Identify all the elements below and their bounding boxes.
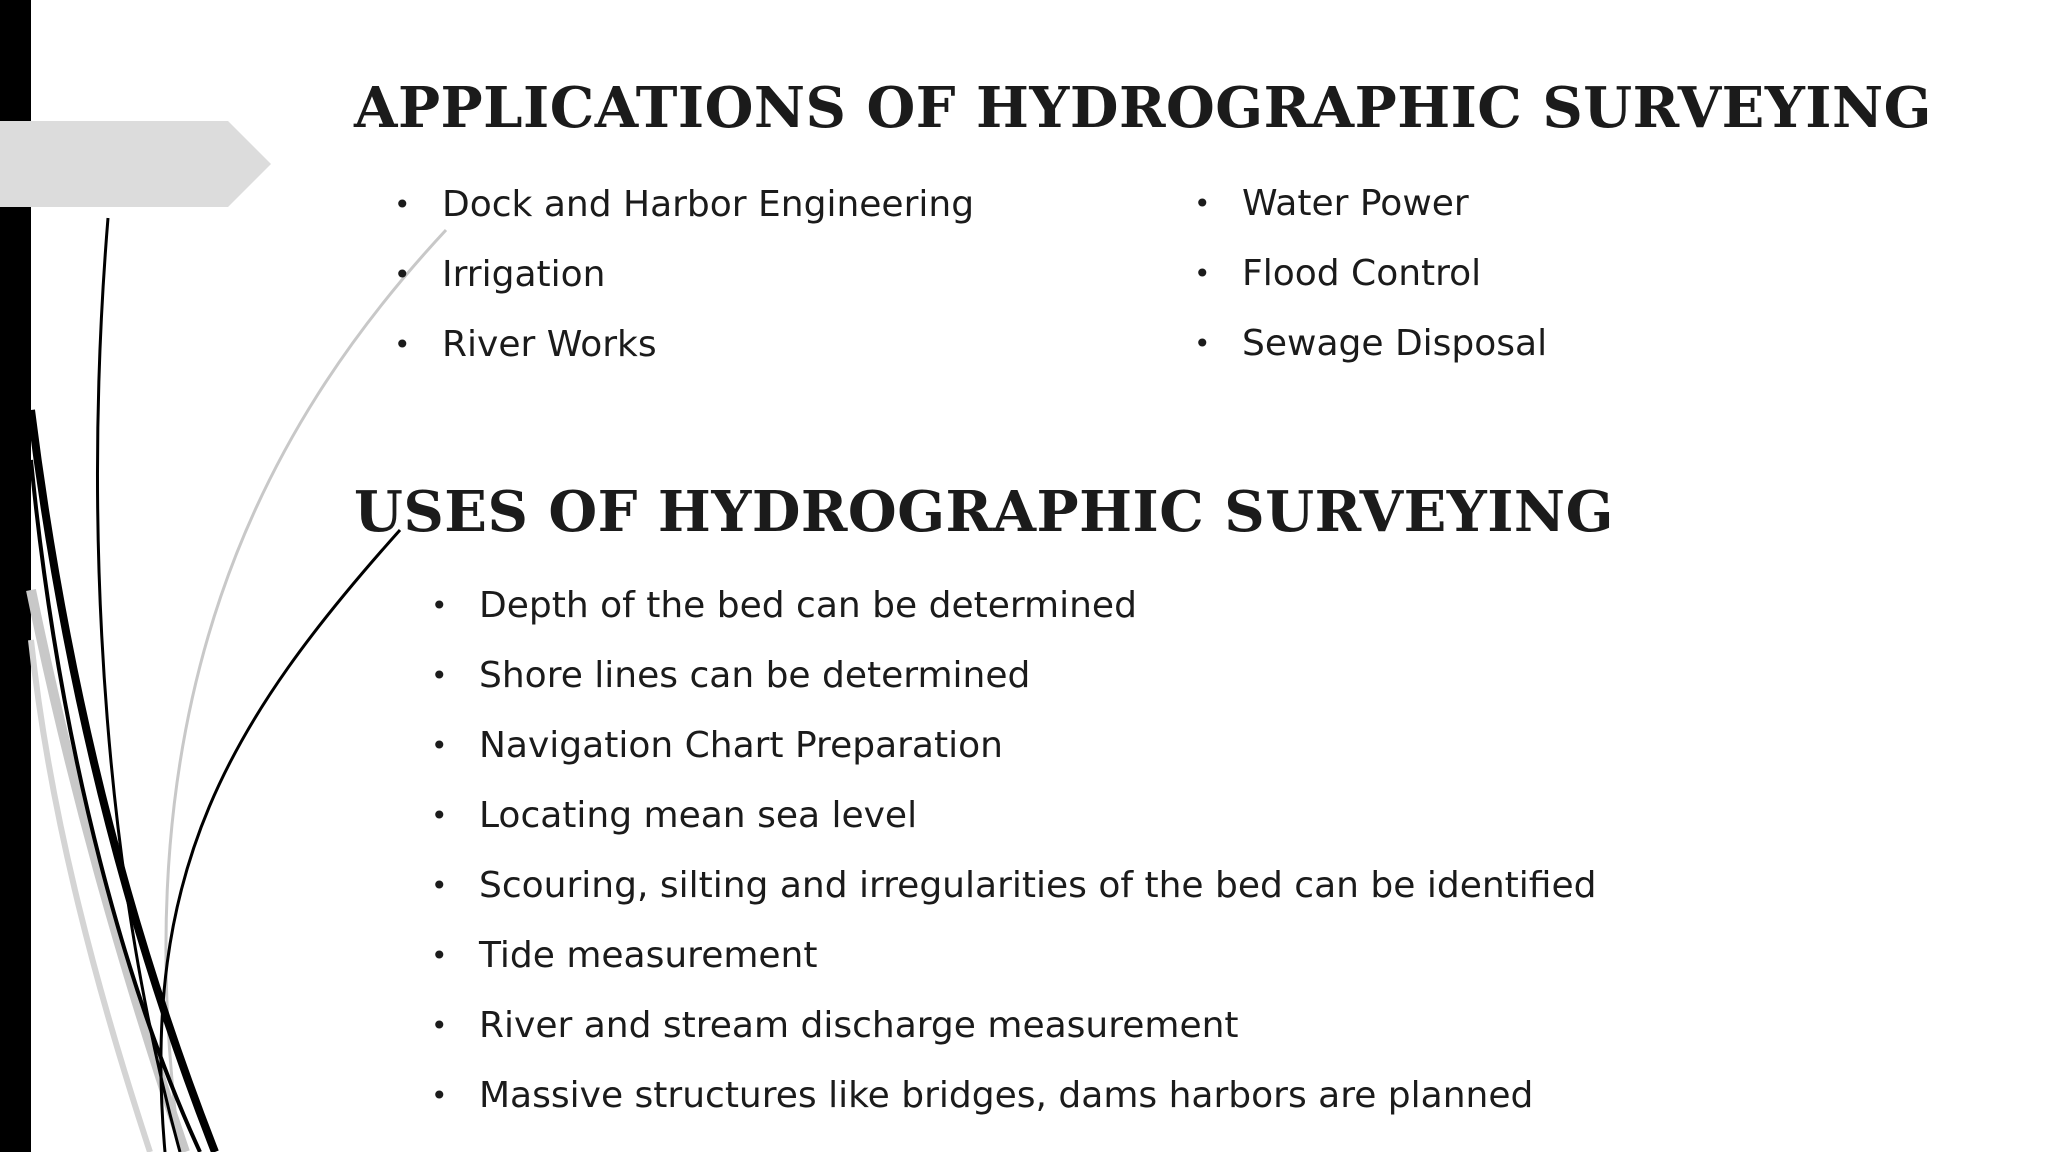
curve-dark-4 bbox=[161, 530, 400, 1152]
curve-light-3 bbox=[31, 640, 150, 1152]
list-item: • Navigation Chart Preparation bbox=[479, 711, 1596, 781]
list-item: • Dock and Harbor Engineering bbox=[442, 170, 974, 240]
bullet-icon: • bbox=[431, 939, 448, 972]
bullet-icon: • bbox=[394, 328, 411, 361]
curve-light-2 bbox=[31, 590, 185, 1152]
list-item: • Sewage Disposal bbox=[1242, 309, 1547, 379]
list-item: • River and stream discharge measurement bbox=[479, 991, 1596, 1061]
list-item: • Flood Control bbox=[1242, 239, 1547, 309]
bullet-icon: • bbox=[394, 258, 411, 291]
applications-list-left bbox=[394, 170, 975, 380]
bullet-icon: • bbox=[431, 869, 448, 902]
list-item: • Irrigation bbox=[442, 240, 974, 310]
list-item: • Water Power bbox=[1242, 169, 1547, 239]
bullet-icon: • bbox=[1194, 327, 1211, 360]
applications-list-right bbox=[1194, 169, 1548, 379]
list-item: • Shore lines can be determined bbox=[479, 641, 1596, 711]
list-item: • River Works bbox=[442, 310, 974, 380]
arrow-tab-shape bbox=[0, 121, 271, 207]
curve-dark-2 bbox=[31, 410, 215, 1152]
list-item: • Massive structures like bridges, dams harbors are planned bbox=[479, 1061, 1596, 1131]
bullet-icon: • bbox=[431, 799, 448, 832]
bullet-icon: • bbox=[431, 1079, 448, 1112]
bullet-icon: • bbox=[1194, 257, 1211, 290]
list-item: • Depth of the bed can be determined bbox=[479, 571, 1596, 641]
curve-dark-3 bbox=[31, 460, 200, 1152]
bullet-icon: • bbox=[1194, 187, 1211, 220]
applications-heading: APPLICATIONS OF HYDROGRAPHIC SURVEYING bbox=[354, 75, 1933, 141]
bullet-icon: • bbox=[394, 188, 411, 221]
bullet-icon: • bbox=[431, 1009, 448, 1042]
list-item: • Tide measurement bbox=[479, 921, 1596, 991]
list-item: • Locating mean sea level bbox=[479, 781, 1596, 851]
curve-dark-1 bbox=[98, 218, 180, 1152]
uses-heading: USES OF HYDROGRAPHIC SURVEYING bbox=[354, 479, 1614, 545]
bullet-icon: • bbox=[431, 589, 448, 622]
bullet-icon: • bbox=[431, 729, 448, 762]
uses-list bbox=[431, 571, 1597, 1131]
list-item: • Scouring, silting and irregularities of the bed can be identified bbox=[479, 851, 1596, 921]
bullet-icon: • bbox=[431, 659, 448, 692]
